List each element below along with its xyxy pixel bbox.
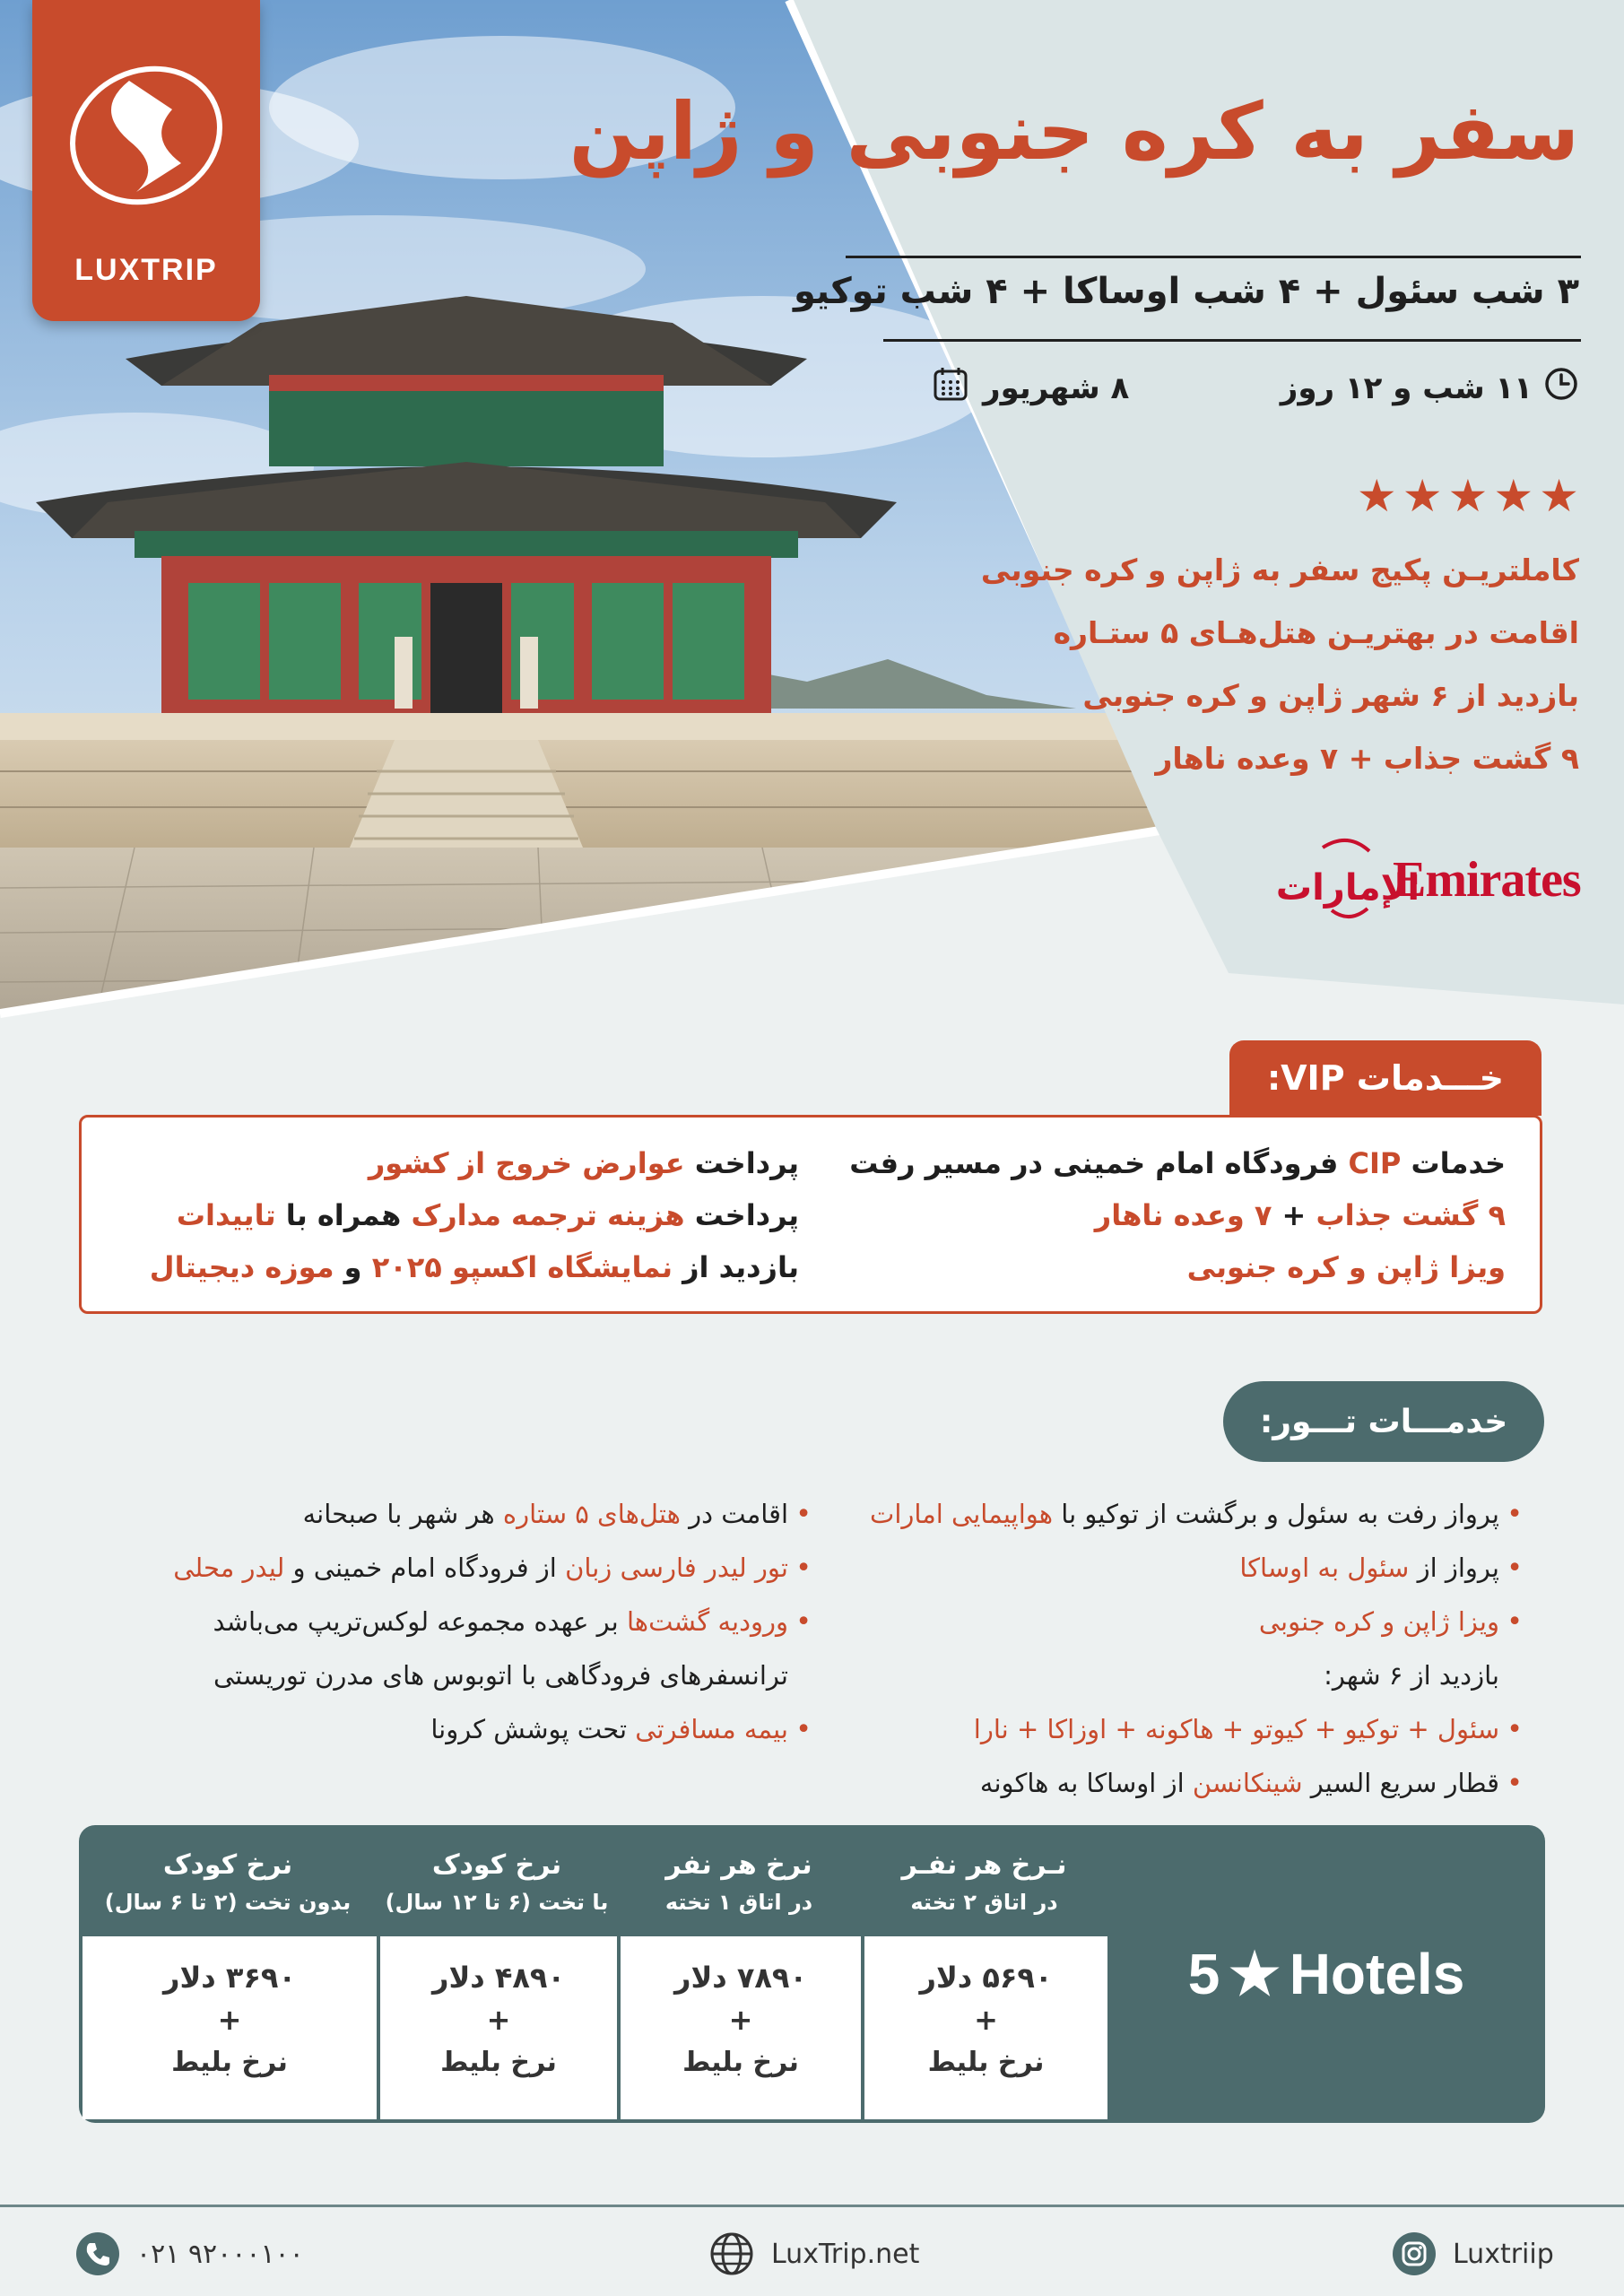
text: فرودگاه امام خمینی در مسیر رفت xyxy=(849,1146,1349,1180)
footer-divider xyxy=(0,2205,1624,2207)
feature-list xyxy=(981,545,1579,796)
hotel-rating-word: Hotels xyxy=(1289,1942,1465,2006)
highlight-text: بیمه مسافرتی xyxy=(635,1714,788,1744)
price-table xyxy=(79,1825,1545,2123)
text: پرداخت xyxy=(684,1198,799,1232)
price-cell xyxy=(864,1936,1107,2119)
vip-services-tab: خـــدمات VIP: xyxy=(1229,1040,1541,1116)
tour-services-tab: خدمـــات تـــور: xyxy=(1223,1381,1544,1462)
text: + xyxy=(1272,1198,1316,1232)
highlight-text: موزه دیجیتال xyxy=(149,1250,334,1284)
price-header-subtitle: با تخت (۶ تا ۱۲ سال) xyxy=(385,1890,609,1915)
price-value: ۵۶۹۰ دلار xyxy=(919,1961,1053,1995)
highlight-text: هزینه ترجمه مدارک xyxy=(411,1198,685,1232)
itinerary-subtitle: ۳ شب سئول + ۴ شب اوساکا + ۴ شب توکیو xyxy=(793,271,1579,312)
globe-icon xyxy=(708,2231,755,2277)
luxtrip-logo xyxy=(32,0,260,321)
plus-sign: + xyxy=(974,2003,998,2037)
tour-service-item xyxy=(173,1541,812,1595)
divider-bottom xyxy=(883,339,1581,342)
ticket-note: نرخ بلیط xyxy=(927,2047,1045,2078)
luxtrip-logo-mark xyxy=(66,56,226,215)
price-header-title: نرخ هر نفر xyxy=(665,1849,812,1881)
highlight-text: ورودیه گشت‌ها xyxy=(626,1606,788,1637)
emirates-logo xyxy=(1275,830,1583,928)
text: همراه با xyxy=(275,1198,412,1232)
price-header-subtitle: در اتاق ۲ تخته xyxy=(910,1890,1058,1915)
vip-service-item xyxy=(150,1137,799,1189)
feature-item: ۹ گشت جذاب + ۷ وعده ناهار xyxy=(1155,741,1579,776)
price-header-subtitle: در اتاق ۱ تخته xyxy=(664,1890,813,1915)
plus-sign: + xyxy=(217,2003,242,2037)
highlight-text: عوارض خروج از کشور xyxy=(368,1146,685,1180)
price-value: ۷۸۹۰ دلار xyxy=(674,1961,807,1995)
text: ترانسفرهای فرودگاهی با اتوبوس های مدرن توریستی xyxy=(213,1660,788,1691)
instagram-link[interactable] xyxy=(1392,2222,1554,2285)
price-cell xyxy=(621,1936,861,2119)
vip-service-item xyxy=(150,1241,799,1293)
vip-column-left xyxy=(150,1137,799,1293)
feature-item: اقامت در بهتریـن هتل‌هـای ۵ ستـاره xyxy=(1053,615,1579,650)
hotel-rating-label xyxy=(1107,1825,1545,2123)
phone-link[interactable] xyxy=(75,2222,304,2285)
vip-services-box xyxy=(79,1115,1542,1314)
clock-icon xyxy=(1543,366,1579,410)
vip-service-item xyxy=(849,1241,1506,1293)
star-icon: ★ xyxy=(1356,470,1397,522)
text: از فرودگاه امام خمینی و xyxy=(284,1552,566,1583)
ticket-note: نرخ بلیط xyxy=(440,2047,557,2078)
text: بازدید از xyxy=(672,1250,799,1284)
tour-service-item xyxy=(870,1541,1523,1595)
website-link[interactable] xyxy=(708,2222,919,2285)
star-icon: ★ xyxy=(1493,470,1534,522)
tour-service-item xyxy=(870,1702,1523,1756)
date-text: ۸ شهریور xyxy=(983,370,1130,406)
bullet-icon: • xyxy=(1507,1768,1523,1799)
highlight-text: CIP xyxy=(1348,1146,1402,1180)
text: تحت پوشش کرونا xyxy=(430,1714,636,1744)
price-header-title: نـرخ هر نفـر xyxy=(901,1849,1067,1881)
bullet-icon: • xyxy=(795,1714,812,1745)
text: پرداخت xyxy=(684,1146,799,1180)
tour-service-item xyxy=(173,1487,812,1541)
ticket-note: نرخ بلیط xyxy=(171,2047,288,2078)
price-header xyxy=(377,1825,617,1936)
price-header-title: نرخ کودک xyxy=(162,1849,293,1881)
bullet-icon: • xyxy=(795,1606,812,1638)
tour-column-left xyxy=(173,1487,812,1756)
price-header-title: نرخ کودک xyxy=(431,1849,562,1881)
highlight-text: ویزا ژاپن و کره جنوبی xyxy=(1186,1250,1506,1284)
highlight-text: هتل‌های ۵ ستاره xyxy=(502,1499,681,1529)
star-icon: ★ xyxy=(1402,470,1443,522)
text: هر شهر با صبحانه xyxy=(302,1499,503,1529)
bullet-icon: • xyxy=(1507,1606,1523,1638)
vip-service-item xyxy=(849,1189,1506,1241)
feature-item: بازدید از ۶ شهر ژاپن و کره جنوبی xyxy=(1082,678,1579,713)
website-url: LuxTrip.net xyxy=(771,2238,920,2270)
instagram-icon xyxy=(1392,2231,1437,2276)
bullet-icon: • xyxy=(795,1499,812,1530)
brand-name: LUXTRIP xyxy=(74,253,218,287)
svg-text:الإمارات: الإمارات xyxy=(1275,867,1420,909)
page-title: سفر به کره جنوبی و ژاپن xyxy=(569,85,1579,178)
rating-stars xyxy=(1356,470,1579,522)
text: پرواز از xyxy=(1409,1552,1499,1583)
star-icon: ★ xyxy=(1447,470,1489,522)
highlight-text: شینکانسن xyxy=(1192,1768,1303,1798)
price-header xyxy=(617,1825,861,1936)
emirates-arabic-script xyxy=(1275,830,1420,928)
phone-icon xyxy=(75,2231,120,2276)
calendar-icon xyxy=(933,366,968,410)
highlight-text: ۷ وعده ناهار xyxy=(1094,1198,1272,1232)
date-info xyxy=(933,366,1129,410)
text: بازدید از ۶ شهر: xyxy=(1324,1660,1499,1691)
price-column xyxy=(617,1825,861,2123)
plus-sign: + xyxy=(486,2003,511,2037)
star-icon: ★ xyxy=(1229,1941,1281,2006)
price-cell xyxy=(380,1936,617,2119)
highlight-text: هواپیمایی امارات xyxy=(870,1499,1054,1529)
tour-service-item xyxy=(173,1702,812,1756)
text: خدمات xyxy=(1401,1146,1506,1180)
price-value: ۴۸۹۰ دلار xyxy=(432,1961,565,1995)
duration-info xyxy=(1281,366,1579,410)
bullet-icon xyxy=(788,1649,812,1703)
text: اقامت در xyxy=(680,1499,788,1529)
instagram-handle: Luxtriip xyxy=(1453,2238,1554,2270)
bullet-icon: • xyxy=(795,1552,812,1584)
phone-number: ۰۲۱ ۹۲۰۰۰۱۰۰ xyxy=(136,2238,304,2270)
highlight-text: نمایشگاه اکسپو ۲۰۲۵ xyxy=(371,1250,673,1284)
tour-column-right xyxy=(870,1487,1523,1810)
highlight-text: ۹ گشت جذاب xyxy=(1316,1198,1506,1232)
plus-sign: + xyxy=(728,2003,753,2037)
bullet-icon xyxy=(1499,1649,1523,1703)
highlight-text: تاییدات xyxy=(176,1198,276,1232)
vip-service-item xyxy=(150,1189,799,1241)
vip-service-item xyxy=(849,1137,1506,1189)
price-value: ۳۶۹۰ دلار xyxy=(163,1961,296,1995)
highlight-text: لیدر محلی xyxy=(173,1552,285,1583)
price-column xyxy=(377,1825,617,2123)
highlight-text: ویزا ژاپن و کره جنوبی xyxy=(1258,1606,1499,1637)
highlight-text: سئول + توکیو + کیوتو + هاکونه + اوزاکا + نارا xyxy=(973,1714,1499,1744)
tour-service-item xyxy=(870,1487,1523,1541)
tour-service-item xyxy=(870,1648,1523,1702)
price-column xyxy=(861,1825,1107,2123)
tour-service-item xyxy=(173,1648,812,1702)
price-cell xyxy=(83,1936,377,2119)
price-header-subtitle: بدون تخت (۲ تا ۶ سال) xyxy=(104,1890,352,1915)
bullet-icon: • xyxy=(1507,1552,1523,1584)
hotel-rating-number: 5 xyxy=(1187,1942,1220,2006)
highlight-text: سئول به اوساکا xyxy=(1239,1552,1410,1583)
star-icon: ★ xyxy=(1539,470,1579,522)
price-header xyxy=(861,1825,1107,1936)
ticket-note: نرخ بلیط xyxy=(682,2047,799,2078)
price-header xyxy=(79,1825,377,1936)
hero-section xyxy=(0,0,1624,1045)
bullet-icon: • xyxy=(1507,1499,1523,1530)
tour-service-item xyxy=(870,1756,1523,1810)
emirates-wordmark: Emirates xyxy=(1393,852,1581,908)
divider-top xyxy=(846,256,1581,258)
highlight-text: تور لیدر فارسی زبان xyxy=(565,1552,788,1583)
tour-service-item xyxy=(173,1595,812,1648)
bullet-icon: • xyxy=(1507,1714,1523,1745)
vip-column-right xyxy=(849,1137,1506,1293)
text: پرواز رفت به سئول و برگشت از توکیو با xyxy=(1053,1499,1499,1529)
price-column xyxy=(79,1825,377,2123)
duration-text: ۱۱ شب و ۱۲ روز xyxy=(1280,370,1533,406)
text: بر عهده مجموعه لوکس‌تریپ می‌باشد xyxy=(213,1606,627,1637)
text: و xyxy=(334,1250,372,1284)
feature-item: کاملتریـن پکیج سفر به ژاپن و کره جنوبی xyxy=(980,552,1579,587)
tour-service-item xyxy=(870,1595,1523,1648)
text: قطار سریع السیر xyxy=(1302,1768,1499,1798)
text: از اوساکا به هاکونه xyxy=(979,1768,1193,1798)
